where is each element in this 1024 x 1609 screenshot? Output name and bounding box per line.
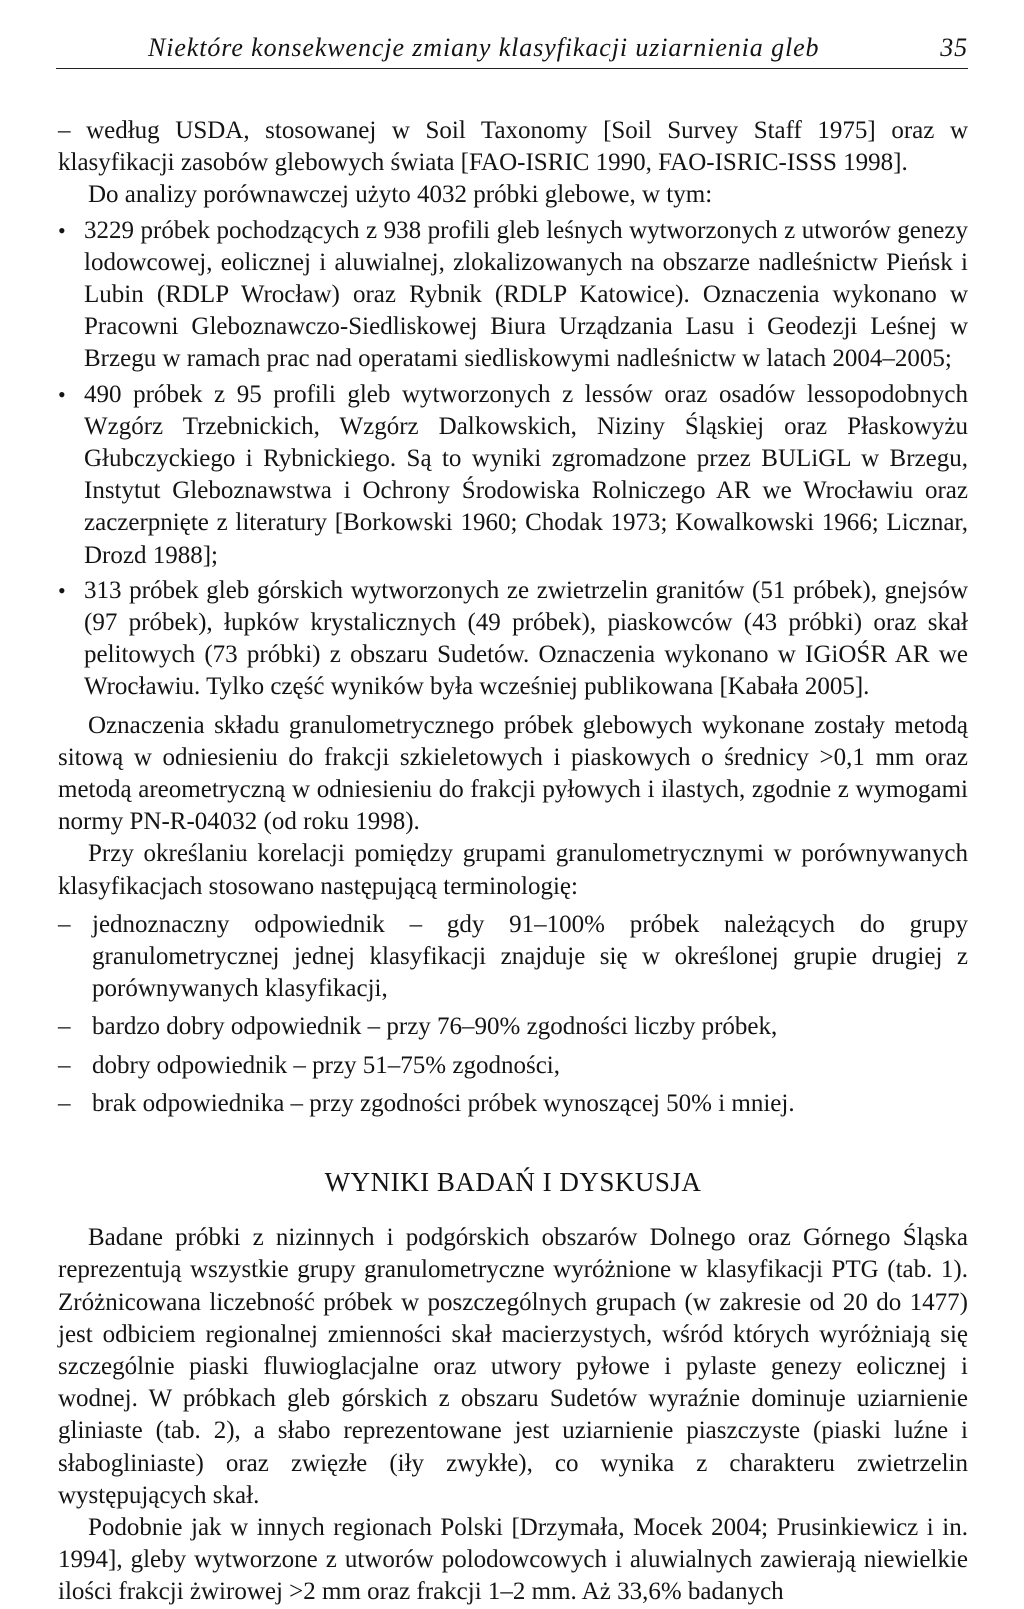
intro-paragraph: – według USDA, stosowanej w Soil Taxonomy [Soil Survey Staff 1975] oraz w klasyfikacji zasobów glebowych świata [FAO-ISRIC 1990, FAO-ISRIC-ISSS 1998]. [58, 117, 968, 177]
bullet-icon: • [58, 577, 66, 603]
list-item-text: brak odpowiednika – przy zgodności próbek wynoszącej 50% i mniej. [92, 1089, 795, 1117]
list-item-text: bardzo dobry odpowiednik – przy 76–90% zgodności liczby próbek, [92, 1013, 778, 1041]
list-item [58, 575, 968, 704]
list-item-text: jednoznaczny odpowiednik – gdy 91–100% próbek należących do grupy granulometrycznej jednej klasyfikacji znajduje się w określonej grupie drugiej z porównywanych klasyfikacji, [92, 910, 968, 1003]
running-header [56, 30, 968, 69]
results-paragraph: Badane próbki z nizinnych i podgórskich obszarów Dolnego oraz Górnego Śląska reprezentują wszystkie grupy granulometryczne wyróżnione w klasyfikacji PTG (tab. 1). Zróżnicowana liczebność próbek w poszczególnych grupach (w zakresie od 20 do 1477) jest odbiciem regionalnej zmienności skał macierzystych, wśród których wyróżniają się szczególnie piaski fluwioglacjalne oraz utwory pyłowe i pylaste genezy eolicznej i wodnej. W próbkach gleb górskich z obszaru Sudetów wyraźnie dominuje uziarnienie gliniaste (tab. 2), a słabo reprezentowane jest uziarnienie piaszczyste (piaski luźne i słabogliniaste) oraz zwięzłe (iły zwykłe), co wynika z charakteru zwietrzelin występujących skał. [58, 1224, 968, 1509]
sample-groups-list [58, 215, 968, 704]
list-item [58, 1050, 968, 1082]
terminology-intro: Przy określaniu korelacji pomiędzy grupami granulometrycznymi w porównywanych klasyfikacjach stosowano następującą terminologię: [58, 840, 968, 900]
list-item-text: 3229 próbek pochodzących z 938 profili gleb leśnych wytworzonych z utworów genezy lodowcowej, eolicznej i aluwialnej, zlokalizowanych na obszarze nadleśnictw Pieńsk i Lubin (RDLP Wrocław) oraz Rybnik (RDLP Katowice). Oznaczenia wykonano w Pracowni Gleboznawczo-Siedliskowej Biura Urządzania Lasu i Geodezji Leśnej w Brzegu w ramach prac nad operatami siedliskowymi nadleśnictw w latach 2004–2005; [84, 216, 968, 373]
dash-icon: – [58, 910, 71, 938]
list-item [58, 1088, 968, 1120]
section-heading: WYNIKI BADAŃ I DYSKUSJA [324, 1167, 702, 1198]
dash-icon: – [58, 1089, 71, 1117]
page-number: 35 [940, 33, 968, 62]
terminology-list [58, 909, 968, 1120]
list-item [58, 215, 968, 376]
bullet-icon: • [58, 217, 66, 243]
body-text [58, 115, 968, 1609]
list-item-text: dobry odpowiednik – przy 51–75% zgodności, [92, 1051, 560, 1079]
list-item-text: 490 próbek z 95 profili gleb wytworzonych z lessów oraz osadów lessopodobnych Wzgórz Trzebnickich, Wzgórz Dalkowskich, Niziny Śląskiej oraz Płaskowyżu Głubczyckiego i Rybnickiego. Są to wyniki zgromadzone przez BULiGL w Brzegu, Instytut Gleboznawstwa i Ochrony Środowiska Rolniczego AR we Wrocławiu oraz zaczerpnięte z literatury [Borkowski 1960; Chodak 1973; Kowalkowski 1966; Licznar, Drozd 1988]; [84, 380, 968, 569]
list-item [58, 379, 968, 572]
method-paragraph: Oznaczenia składu granulometrycznego próbek glebowych wykonane zostały metodą sitową w odniesieniu do frakcji szkieletowych i piaskowych o średnicy >0,1 mm oraz metodą areometryczną w odniesieniu do frakcji pyłowych i ilastych, zgodnie z wymogami normy PN-R-04032 (od roku 1998). [58, 711, 968, 836]
list-item [58, 1011, 968, 1043]
dash-icon: – [58, 1013, 71, 1041]
results-paragraph: Podobnie jak w innych regionach Polski [Drzymała, Mocek 2004; Prusinkiewicz i in. 1994], gleby wytworzone z utworów polodowcowych i aluwialnych zawierają niewielkie ilości frakcji żwirowej >2 mm oraz frakcji 1–2 mm. Aż 33,6% badanych [58, 1513, 968, 1606]
list-item-text: 313 próbek gleb górskich wytworzonych ze zwietrzelin granitów (51 próbek), gnejsów (97 próbek), łupków krystalicznych (49 próbek), piaskowców (43 próbki) oraz skał pelitowych (73 próbki) z obszaru Sudetów. Oznaczenia wykonano w IGiOŚR AR we Wrocławiu. Tylko część wyników była wcześniej publikowana [Kabała 2005]. [84, 576, 968, 701]
running-title: Niektóre konsekwencje zmiany klasyfikacji uziarnienia gleb [148, 33, 820, 62]
list-item [58, 909, 968, 1006]
dash-icon: – [58, 1051, 71, 1079]
samples-intro: Do analizy porównawczej użyto 4032 próbki glebowe, w tym: [88, 181, 713, 209]
bullet-icon: • [58, 381, 66, 407]
